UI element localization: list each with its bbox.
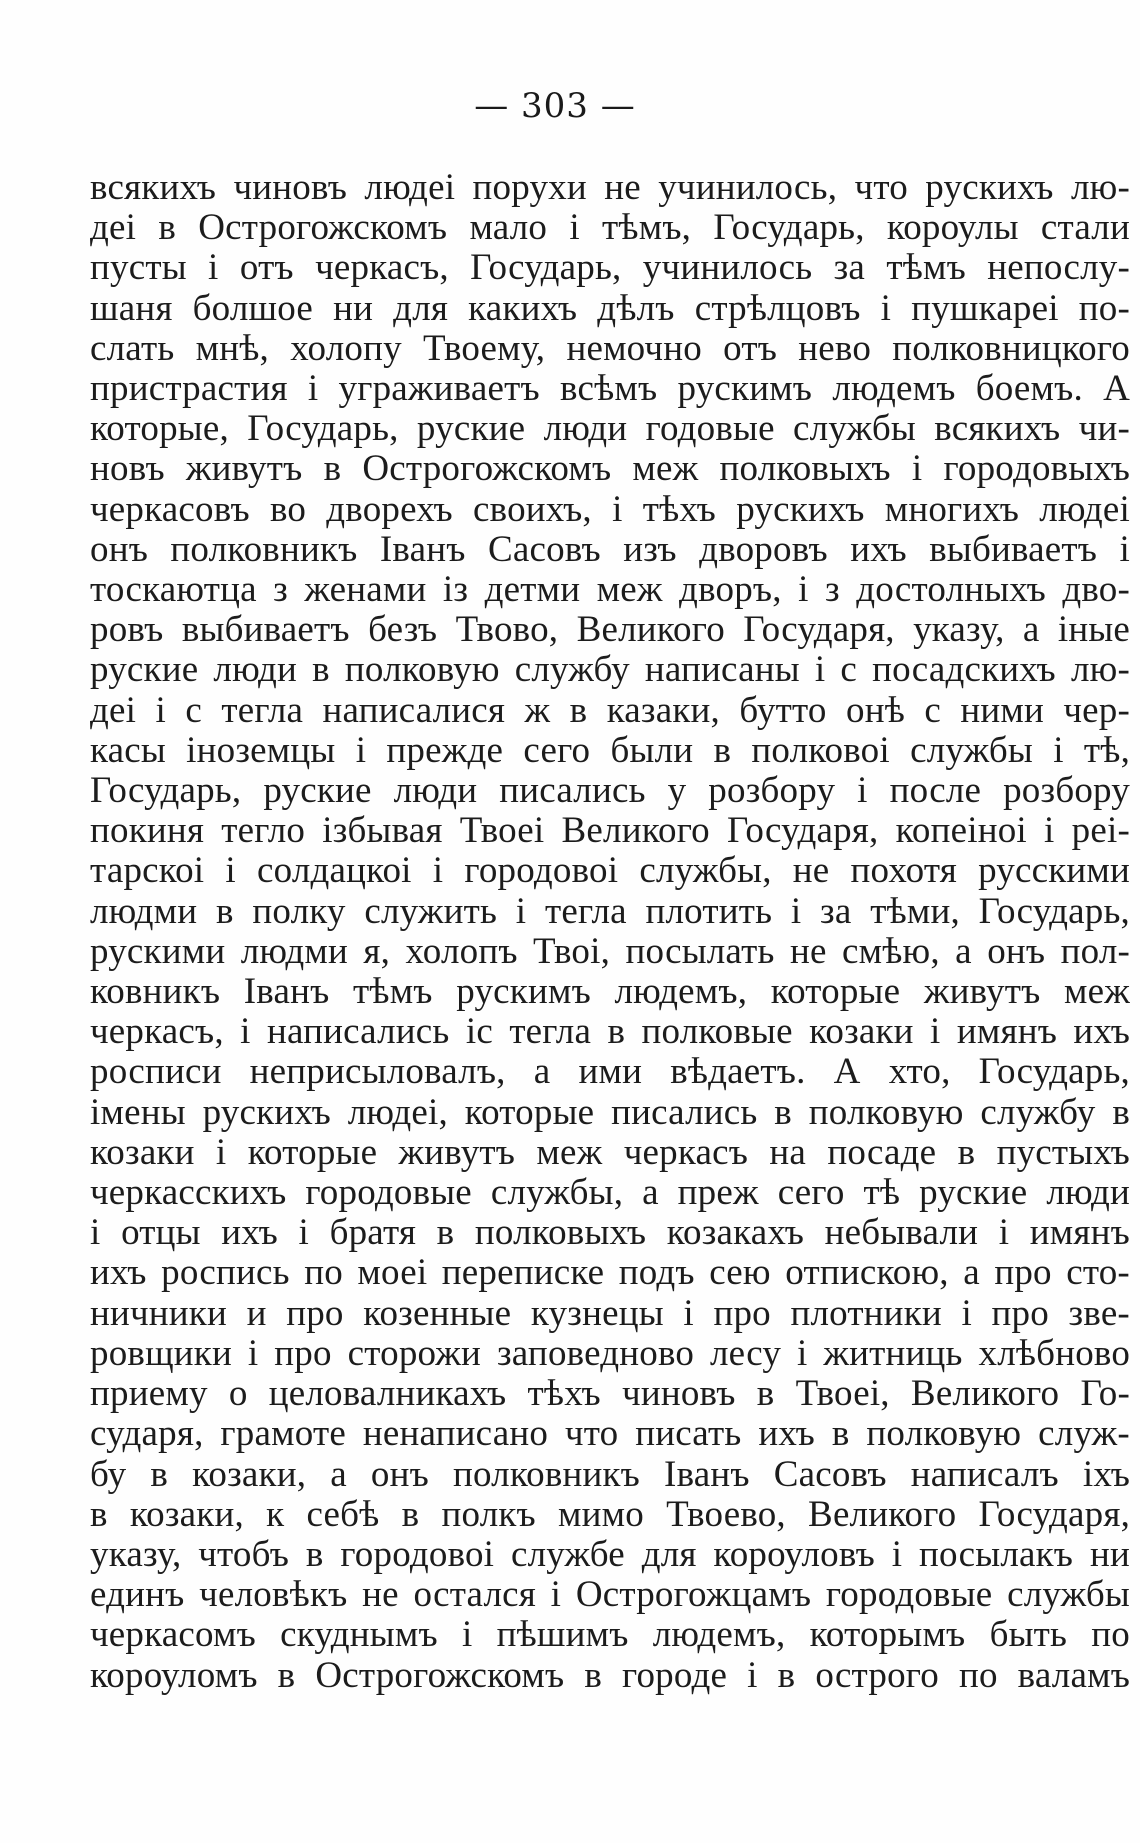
text-line: слать мнѣ, холопу Твоему, немочно отъ нево полковницкого <box>90 327 1130 369</box>
page-number: — 303 — <box>474 86 636 126</box>
text-line: тарскоі і солдацкоі і городовоі службы, не похотя русскими <box>90 850 1131 892</box>
text-line: касы іноземцы і прежде сего были в полковоі службы і тѣ, <box>90 729 1131 771</box>
body-text <box>90 168 1136 1696</box>
text-line: руские люди в полковую службу написаны і с посадскихъ лю- <box>90 649 1130 691</box>
text-line: ровъ выбиваетъ безъ Твово, Великого Государя, указу, а іные <box>90 609 1131 651</box>
text-line: тоскаютца з женами із детми меж дворъ, і з достолныхъ дво- <box>90 569 1130 611</box>
text-line: шаня болшое ни для какихъ дѣлъ стрѣлцовъ і пушкареі по- <box>90 287 1130 329</box>
text-line: покиня тегло ізбывая Твоеі Великого Государя, копеіноі і реі- <box>90 810 1130 852</box>
text-line: новъ живутъ в Острогожскомъ меж полковыхъ і городовыхъ <box>90 448 1131 490</box>
text-line: черкасскихъ городовые службы, а преж сего тѣ руские люди <box>90 1172 1131 1214</box>
text-line: в козаки, к себѣ в полкъ мимо Твоево, Великого Государя, <box>90 1493 1131 1535</box>
text-line: онъ полковникъ Іванъ Сасовъ изъ дворовъ ихъ выбиваетъ і <box>90 528 1130 570</box>
text-line: деі і с тегла написалися ж в казаки, бутто онѣ с ними чер- <box>90 689 1130 731</box>
text-line: бу в козаки, а онъ полковникъ Іванъ Сасовъ написалъ іхъ <box>90 1453 1131 1495</box>
text-line: ничники и про козенные кузнецы і про плотники і про зве- <box>90 1292 1130 1334</box>
text-line: единъ человѣкъ не остался і Острогожцамъ городовые службы <box>90 1574 1130 1616</box>
text-line: ровщики і про сторожи заповедново лесу і житниць хлѣбново <box>90 1332 1131 1374</box>
text-line: росписи неприсыловалъ, а ими вѣдаетъ. А хто, Государь, <box>90 1051 1130 1093</box>
text-line: черкасовъ во дворехъ своихъ, і тѣхъ рускихъ многихъ людеі <box>90 488 1130 530</box>
text-line: і отцы ихъ і братя в полковыхъ козакахъ небывали і имянъ <box>90 1212 1130 1254</box>
text-line: козаки і которые живутъ меж черкасъ на посаде в пустыхъ <box>90 1131 1130 1173</box>
text-line: ихъ роспись по моеі переписке подъ сею отпискою, а про сто- <box>90 1252 1130 1294</box>
text-line: деі в Острогожскомъ мало і тѣмъ, Государь, короулы стали <box>90 207 1130 249</box>
text-line: пристрастия і уграживаетъ всѣмъ рускимъ людемъ боемъ. А <box>90 368 1131 410</box>
text-line: рускими людми я, холопъ Твоі, посылать не смѣю, а онъ пол- <box>90 930 1131 972</box>
text-line: приему о целовалникахъ тѣхъ чиновъ в Твоеі, Великого Го- <box>90 1373 1131 1415</box>
text-line: черкасъ, і написались іс тегла в полковые козаки і имянъ ихъ <box>90 1011 1131 1053</box>
text-line: короуломъ в Острогожскомъ в городе і в острого по валамъ <box>90 1654 1131 1696</box>
text-line: людми в полку служить і тегла плотить і за тѣми, Государь, <box>90 890 1130 932</box>
text-line: пусты і отъ черкасъ, Государь, учинилось за тѣмъ непослу- <box>90 247 1131 289</box>
text-line: которые, Государь, руские люди годовые службы всякихъ чи- <box>90 408 1131 450</box>
text-line: черкасомъ скуднымъ і пѣшимъ людемъ, которымъ быть по <box>90 1614 1130 1656</box>
text-line: указу, чтобъ в городовоі службе для короуловъ і посылакъ ни <box>90 1533 1130 1575</box>
text-line: імены рускихъ людеі, которые писались в полковую службу в <box>90 1091 1130 1133</box>
text-line: сударя, грамоте ненаписано что писать ихъ в полковую служ- <box>90 1413 1130 1455</box>
text-line: Государь, руские люди писались у розбору і после розбору <box>90 770 1130 812</box>
text-line: ковникъ Іванъ тѣмъ рускимъ людемъ, которые живутъ меж <box>90 971 1131 1013</box>
text-line: всякихъ чиновъ людеі порухи не учинилось, что рускихъ лю- <box>90 167 1131 208</box>
